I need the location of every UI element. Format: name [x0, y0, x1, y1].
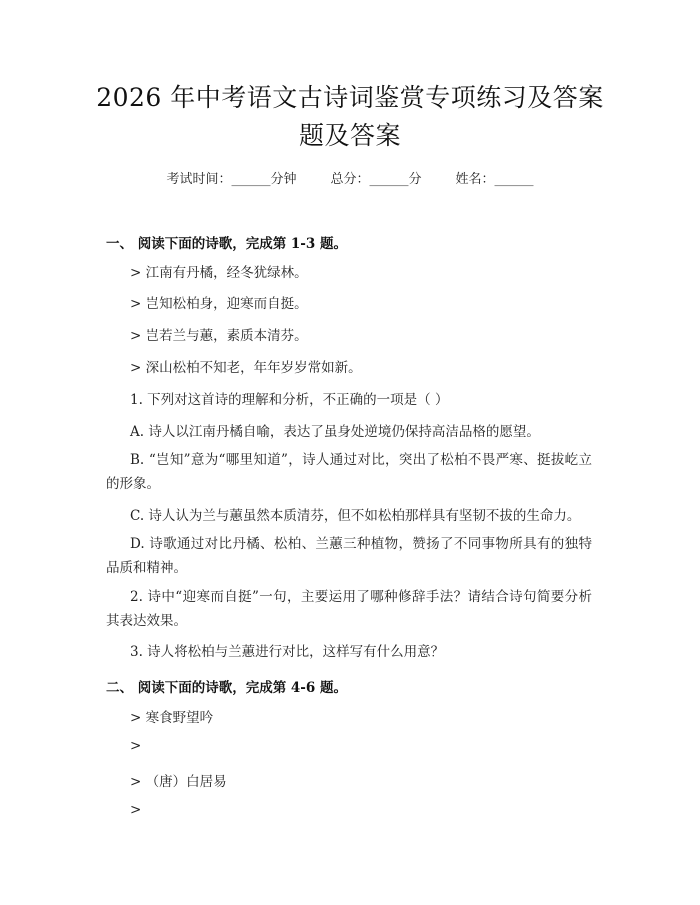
page-title-continuation: 题及答案 — [298, 121, 401, 150]
question-1-option-a: A. 诗人以江南丹橘自喻，表达了虽身处逆境仍保持高洁品格的愿望。 — [130, 424, 540, 440]
poem-line-4: > 深山松柏不知老，年年岁岁常如新。 — [130, 360, 362, 376]
question-1-option-d: D. 诗歌通过对比丹橘、松柏、兰蕙三种植物，赞扬了不同事物所具有的独特品质和精神。 — [106, 536, 592, 576]
exam-time-field: 考试时间：______分钟 — [166, 172, 297, 187]
exam-info-row — [0, 168, 700, 187]
section-2-heading: 二、 阅读下面的诗歌，完成第 4-6 题。 — [106, 680, 347, 696]
section-1-heading: 一、 阅读下面的诗歌，完成第 1-3 题。 — [106, 236, 347, 252]
poem-line-2: > 岂知松柏身，迎寒而自挺。 — [130, 296, 308, 312]
poem-author-line: > （唐）白居易 — [130, 774, 227, 790]
poem-title-line: > 寒食野望吟 — [130, 710, 214, 726]
poem-line-3: > 岂若兰与蕙，素质本清芬。 — [130, 328, 308, 344]
question-1-option-b: B. “岂知”意为“哪里知道”，诗人通过对比，突出了松柏不畏严寒、挺拔屹立的形象。 — [106, 452, 592, 492]
question-1-option-c: C. 诗人认为兰与蕙虽然本质清芬，但不如松柏那样具有坚韧不拔的生命力。 — [130, 508, 581, 524]
page-title: 2026 年中考语文古诗词鉴赏专项练习及答案 — [96, 83, 604, 112]
question-1: 1. 下列对这首诗的理解和分析，不正确的一项是（ ） — [130, 392, 449, 408]
student-name-field: 姓名：______ — [455, 172, 534, 187]
total-score-field: 总分：______分 — [330, 172, 422, 187]
question-2: 2. 诗中“迎寒而自挺”一句，主要运用了哪种修辞手法？请结合诗句简要分析其表达效果。 — [106, 589, 592, 629]
question-3: 3. 诗人将松柏与兰蕙进行对比，这样写有什么用意？ — [130, 644, 445, 660]
poem-blank-line: > — [130, 802, 142, 818]
poem-line-1: > 江南有丹橘，经冬犹绿林。 — [130, 265, 308, 281]
poem-blank-line: > — [130, 738, 142, 754]
